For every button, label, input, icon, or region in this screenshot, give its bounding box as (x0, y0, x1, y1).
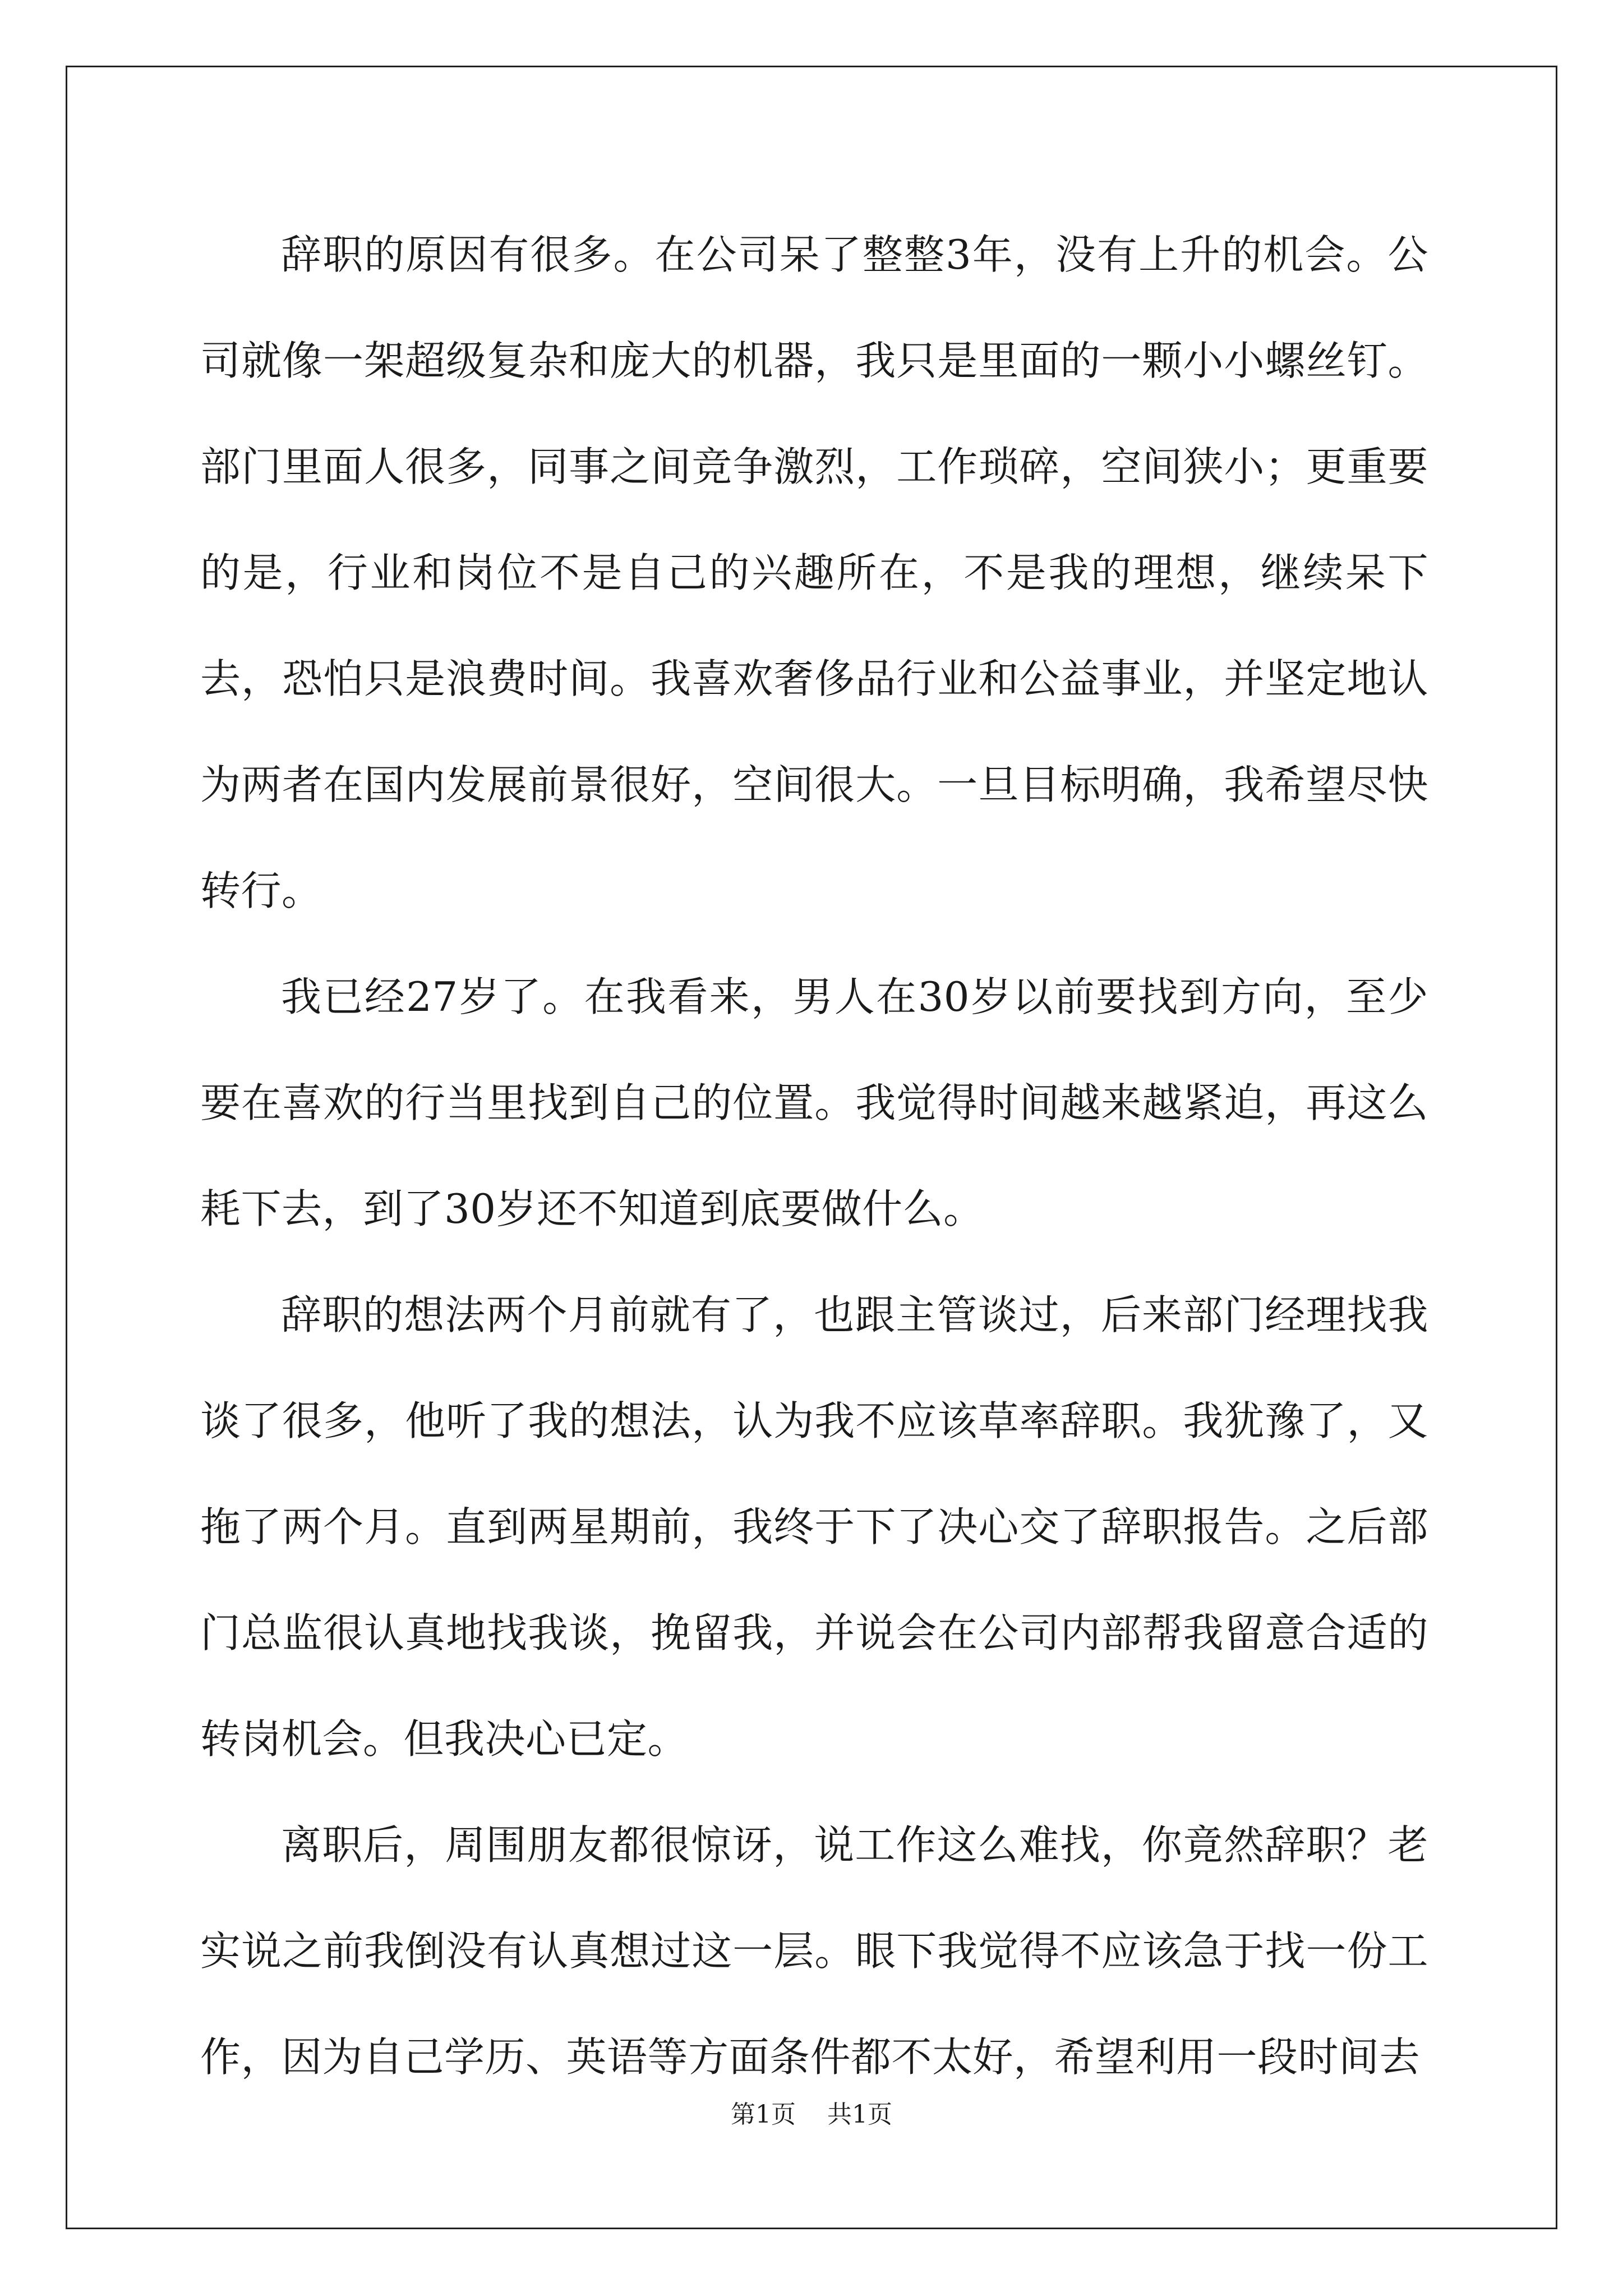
paragraph: 离职后，周围朋友都很惊讶，说工作这么难找，你竟然辞职？老实说之前我倒没有认真想过这一层。眼下我觉得不应该急于找一份工作，因为自己学历、英语等方面条件都不太好，希望利用一段时间去 (200, 1821, 1428, 2081)
paragraph: 辞职的想法两个月前就有了，也跟主管谈过，后来部门经理找我谈了很多，他听了我的想法，认为我不应该草率辞职。我犹豫了，又拖了两个月。直到两星期前，我终于下了决心交了辞职报告。之后部门总监很认真地找我谈，挽留我，并说会在公司内部帮我留意合适的转岗机会。但我决心已定。 (200, 1291, 1428, 1763)
page-footer (0, 2098, 1623, 2132)
document-body (200, 202, 1428, 2110)
page-total: 共1页 (827, 2100, 892, 2129)
paragraph: 我已经27岁了。在我看来，男人在30岁以前要找到方向，至少要在喜欢的行当里找到自己的位置。我觉得时间越来越紧迫，再这么耗下去，到了30岁还不知道到底要做什么。 (200, 973, 1428, 1232)
page-number: 第1页 (731, 2100, 796, 2129)
paragraph: 辞职的原因有很多。在公司呆了整整3年，没有上升的机会。公司就像一架超级复杂和庞大的机器，我只是里面的一颗小小螺丝钉。部门里面人很多，同事之间竞争激烈，工作琐碎，空间狭小；更重要的是，行业和岗位不是自己的兴趣所在，不是我的理想，继续呆下去，恐怕只是浪费时间。我喜欢奢侈品行业和公益事业，并坚定地认为两者在国内发展前景很好，空间很大。一旦目标明确，我希望尽快转行。 (200, 231, 1428, 914)
